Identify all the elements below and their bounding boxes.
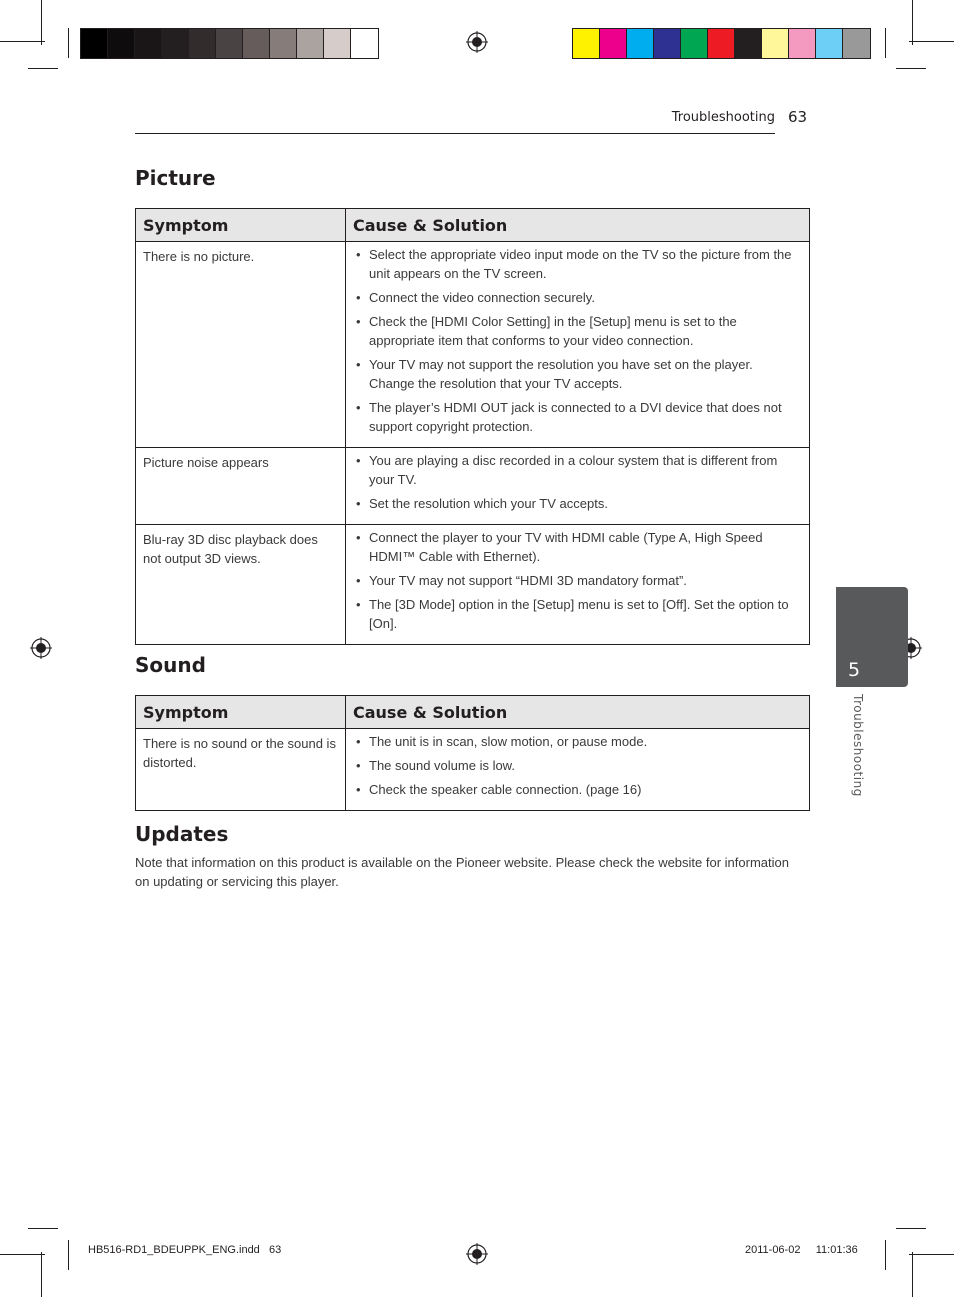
color-swatch: [81, 29, 108, 58]
symptom-cell: Blu-ray 3D disc playback does not output 3D views.: [136, 525, 346, 645]
color-swatch: [162, 29, 189, 58]
cause-item: • The player’s HDMI OUT jack is connected to a DVI device that does not support copyright protection.: [353, 398, 801, 436]
color-swatch: [297, 29, 324, 58]
color-swatch: [789, 29, 816, 58]
cause-list: [353, 245, 801, 436]
crop-mark: [68, 28, 69, 58]
cause-item: • Check the speaker cable connection. (page 16): [353, 780, 801, 799]
color-swatch: [135, 29, 162, 58]
crop-mark: [68, 1240, 69, 1270]
chapter-number: 5: [848, 659, 861, 681]
cause-item: • You are playing a disc recorded in a colour system that is different from your TV.: [353, 451, 801, 489]
color-swatch: [654, 29, 681, 58]
footer-timestamp: 2011-06-02 11:01:36: [745, 1244, 858, 1256]
table-row: [136, 242, 810, 448]
page-number: 63: [788, 108, 808, 126]
cause-item: • The sound volume is low.: [353, 756, 801, 775]
running-header-section: Troubleshooting: [671, 110, 775, 125]
color-swatch: [600, 29, 627, 58]
color-swatch: [762, 29, 789, 58]
color-swatch: [189, 29, 216, 58]
crop-mark: [28, 68, 58, 69]
cause-cell: [346, 242, 810, 448]
cause-item: • Set the resolution which your TV accepts.: [353, 494, 801, 513]
registration-mark-icon: [466, 1243, 488, 1265]
table-row: [136, 729, 810, 811]
table-row: [136, 448, 810, 525]
section-title-picture: Picture: [135, 166, 216, 190]
color-swatch: [243, 29, 270, 58]
crop-mark: [909, 41, 954, 42]
color-swatch: [573, 29, 600, 58]
color-swatch: [816, 29, 843, 58]
header-rule: [135, 133, 775, 134]
color-swatch: [270, 29, 297, 58]
section-title-sound: Sound: [135, 653, 206, 677]
crop-mark: [896, 1228, 926, 1229]
cause-item: • The unit is in scan, slow motion, or pause mode.: [353, 732, 801, 751]
crop-mark: [885, 28, 886, 58]
symptom-cell: Picture noise appears: [136, 448, 346, 525]
symptom-cell: There is no picture.: [136, 242, 346, 448]
color-bar: [572, 28, 871, 59]
color-swatch: [681, 29, 708, 58]
cause-item: • Connect the video connection securely.: [353, 288, 801, 307]
footer-file-name: HB516-RD1_BDEUPPK_ENG.indd 63: [88, 1244, 282, 1256]
color-swatch: [735, 29, 762, 58]
cause-item: • Your TV may not support “HDMI 3D mandatory format”.: [353, 571, 801, 590]
symptom-cell: There is no sound or the sound is distorted.: [136, 729, 346, 811]
color-swatch: [216, 29, 243, 58]
crop-mark: [912, 1252, 913, 1297]
picture-table: [135, 208, 810, 645]
registration-mark-icon: [30, 637, 52, 659]
column-header-cause: Cause & Solution: [346, 696, 810, 729]
color-swatch: [324, 29, 351, 58]
cause-cell: [346, 525, 810, 645]
cause-cell: [346, 448, 810, 525]
section-title-updates: Updates: [135, 822, 229, 846]
chapter-label: Troubleshooting: [851, 694, 865, 797]
cause-cell: [346, 729, 810, 811]
color-swatch: [627, 29, 654, 58]
crop-mark: [41, 0, 42, 45]
cause-item: • Connect the player to your TV with HDMI cable (Type A, High Speed HDMI™ Cable with Ethernet).: [353, 528, 801, 566]
cause-item: • Select the appropriate video input mode on the TV so the picture from the unit appears on the TV screen.: [353, 245, 801, 283]
column-header-cause: Cause & Solution: [346, 209, 810, 242]
cause-list: [353, 451, 801, 513]
cause-list: [353, 528, 801, 633]
crop-mark: [912, 0, 913, 45]
table-row: [136, 525, 810, 645]
sound-table: [135, 695, 810, 811]
column-header-symptom: Symptom: [136, 209, 346, 242]
column-header-symptom: Symptom: [136, 696, 346, 729]
registration-mark-icon: [466, 31, 488, 53]
cause-item: • Check the [HDMI Color Setting] in the [Setup] menu is set to the appropriate item that conforms to your video connection.: [353, 312, 801, 350]
crop-mark: [41, 1252, 42, 1297]
crop-mark: [909, 1254, 954, 1255]
color-swatch: [351, 29, 378, 58]
cause-list: [353, 732, 801, 799]
cause-item: • The [3D Mode] option in the [Setup] menu is set to [Off]. Set the option to [On].: [353, 595, 801, 633]
crop-mark: [885, 1240, 886, 1270]
color-swatch: [108, 29, 135, 58]
crop-mark: [28, 1228, 58, 1229]
crop-mark: [0, 1254, 45, 1255]
crop-mark: [896, 68, 926, 69]
color-swatch: [843, 29, 870, 58]
chapter-tab: [836, 587, 908, 687]
grayscale-bar: [80, 28, 379, 59]
crop-mark: [0, 41, 45, 42]
cause-item: • Your TV may not support the resolution you have set on the player. Change the resolution that your TV accepts.: [353, 355, 801, 393]
color-swatch: [708, 29, 735, 58]
updates-paragraph: Note that information on this product is available on the Pioneer website. Please check the website for information on updating or servicing this player.: [135, 855, 789, 889]
